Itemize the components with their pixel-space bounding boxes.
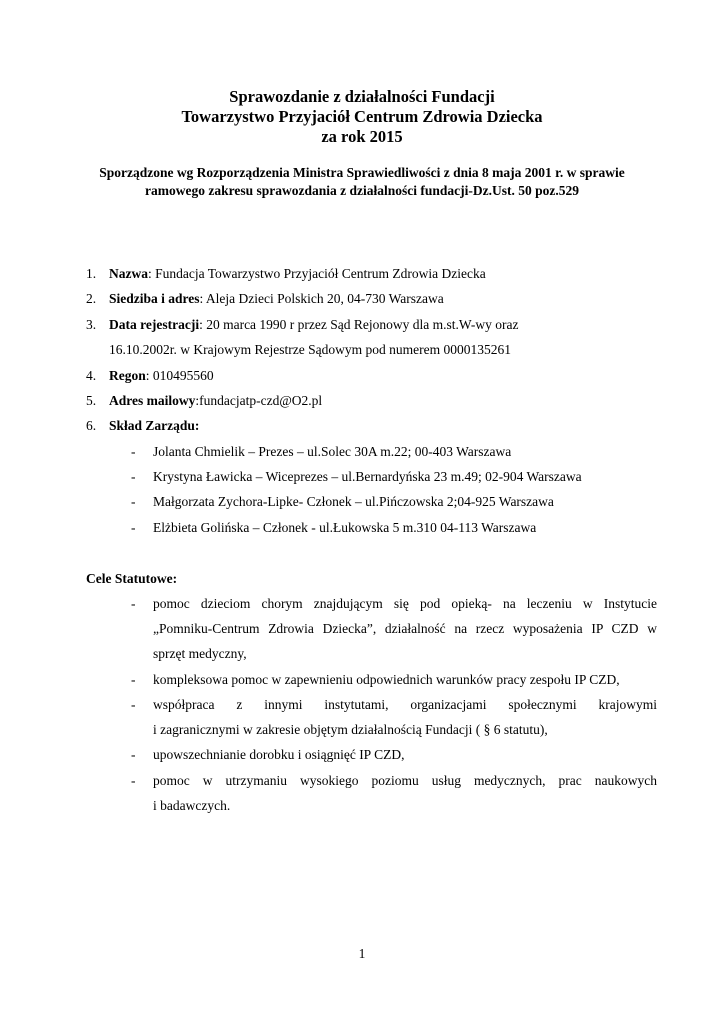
info-item-value: : 010495560 [145, 368, 214, 383]
list-dash: - [131, 773, 136, 788]
info-item-number: 6. [86, 418, 97, 433]
goal-line: upowszechnianie dorobku i osiągnięć IP CZD, [153, 747, 405, 762]
info-item-value-continued: 16.10.2002r. w Krajowym Rejestrze Sądowym pod numerem 0000135261 [109, 342, 511, 357]
board-member: Krystyna Ławicka – Wiceprezes – ul.Bernardyńska 23 m.49; 02-904 Warszawa [153, 469, 582, 484]
list-dash: - [131, 747, 136, 762]
list-dash: - [131, 520, 136, 535]
list-dash: - [131, 469, 136, 484]
document-subtitle-line-1: Sporządzone wg Rozporządzenia Ministra Sprawiedliwości z dnia 8 maja 2001 r. w sprawie [99, 165, 625, 180]
list-dash: - [131, 444, 136, 459]
info-item-label: Skład Zarządu: [109, 418, 200, 433]
email-link[interactable]: :fundacjatp-czd@O2.pl [195, 393, 323, 408]
page-number: 1 [358, 946, 366, 961]
info-item-label: Regon [109, 368, 146, 383]
board-member: Jolanta Chmielik – Prezes – ul.Solec 30A m.22; 00-403 Warszawa [153, 444, 512, 459]
info-item-number: 5. [86, 393, 97, 408]
goal-line: sprzęt medyczny, [153, 646, 247, 661]
info-item-value: : Fundacja Towarzystwo Przyjaciół Centrum Zdrowia Dziecka [148, 266, 486, 281]
info-item-number: 4. [86, 368, 97, 383]
info-item-label: Siedziba i adres [109, 291, 200, 306]
info-item-number: 1. [86, 266, 97, 281]
goal-line: i zagranicznymi w zakresie objętym działalnością Fundacji ( § 6 statutu), [153, 722, 548, 737]
goal-line: i badawczych. [153, 798, 231, 813]
list-dash: - [131, 697, 136, 712]
document-title-line-3: za rok 2015 [321, 127, 403, 146]
info-item-label: Nazwa [109, 266, 148, 281]
list-dash: - [131, 494, 136, 509]
info-item-value: : Aleja Dzieci Polskich 20, 04-730 Warszawa [199, 291, 444, 306]
info-item-number: 2. [86, 291, 97, 306]
list-dash: - [131, 596, 136, 611]
goals-heading: Cele Statutowe: [86, 571, 178, 586]
goal-line: pomoc dzieciom chorym znajdującym się pod opieką- na leczeniu w Instytucie [153, 596, 657, 611]
list-dash: - [131, 672, 136, 687]
info-item-value: : 20 marca 1990 r przez Sąd Rejonowy dla m.st.W-wy oraz [199, 317, 519, 332]
document-subtitle-line-2: ramowego zakresu sprawozdania z działalności fundacji-Dz.Ust. 50 poz.529 [145, 183, 579, 198]
board-member: Małgorzata Zychora-Lipke- Członek – ul.Pińczowska 2;04-925 Warszawa [153, 494, 554, 509]
document-title-line-1: Sprawozdanie z działalności Fundacji [229, 87, 495, 106]
info-item-number: 3. [86, 317, 97, 332]
goal-line: „Pomniku-Centrum Zdrowia Dziecka”, działalność na rzecz wyposażenia IP CZD w [153, 621, 657, 636]
info-item-label: Adres mailowy [109, 393, 196, 408]
goal-line: pomoc w utrzymaniu wysokiego poziomu usług medycznych, prac naukowych [153, 773, 657, 788]
goal-line: kompleksowa pomoc w zapewnieniu odpowiednich warunków pracy zespołu IP CZD, [153, 672, 620, 687]
document-title-line-2: Towarzystwo Przyjaciół Centrum Zdrowia Dziecka [181, 107, 543, 126]
goal-line: współpraca z innymi instytutami, organizacjami społecznymi krajowymi [153, 697, 657, 712]
info-item-label: Data rejestracji [109, 317, 200, 332]
board-member: Elżbieta Golińska – Członek - ul.Łukowska 5 m.310 04-113 Warszawa [153, 520, 537, 535]
